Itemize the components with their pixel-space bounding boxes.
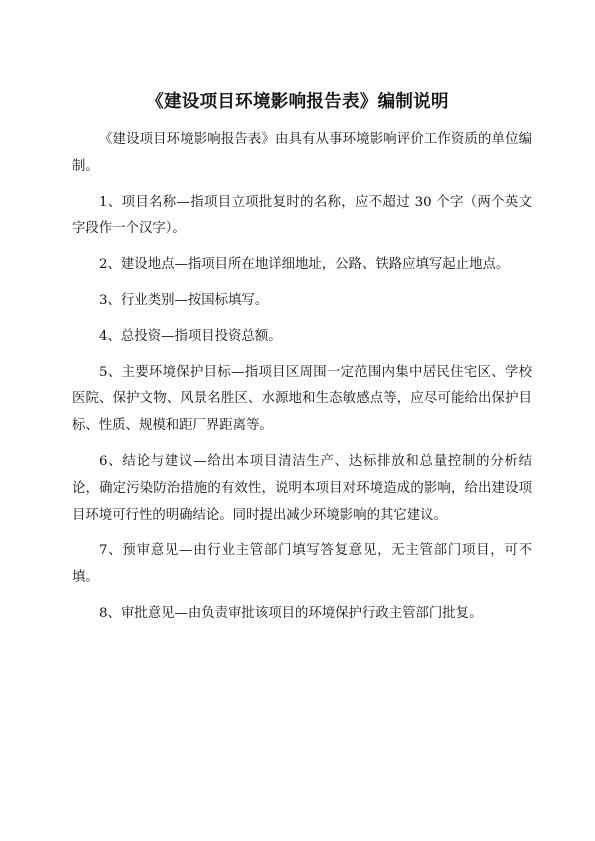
paragraph-intro: 《建设项目环境影响报告表》由具有从事环境影响评价工作资质的单位编制。 — [72, 132, 532, 174]
paragraph-construction-site: 2、建设地点—指项目所在地详细地址，公路、铁路应填写起止地点。 — [99, 257, 510, 273]
paragraph-approval-opinion: 8、审批意见—由负责审批该项目的环境保护行政主管部门批复。 — [99, 605, 483, 621]
paragraph-industry-category: 3、行业类别—按国标填写。 — [99, 292, 269, 308]
paragraph-protection-targets: 5、主要环境保护目标—指项目区周围一定范围内集中居民住宅区、学校医院、保护文物、风景名胜区、水源地和生态敏感点等，应尽可能给出保护目标、性质、规模和距厂界距离等。 — [72, 364, 532, 434]
paragraph-conclusions: 6、结论与建议—给出本项目清洁生产、达标排放和总量控制的分析结论，确定污染防治措施的有效性，说明本项目对环境造成的影响，给出建设项目环境可行性的明确结论。同时提出减少环境影响的其它建议。 — [72, 453, 532, 523]
paragraph-project-name: 1、项目名称—指项目立项批复时的名称，应不超过 30 个字（两个英文字段作一个汉字）。 — [72, 194, 532, 237]
paragraph-total-investment: 4、总投资—指项目投资总额。 — [99, 328, 282, 344]
paragraph-preliminary-review: 7、预审意见—由行业主管部门填写答复意见，无主管部门项目，可不填。 — [72, 543, 532, 586]
page-title: 《建设项目环境影响报告表》编制说明 — [146, 92, 449, 112]
document-body — [72, 127, 532, 637]
